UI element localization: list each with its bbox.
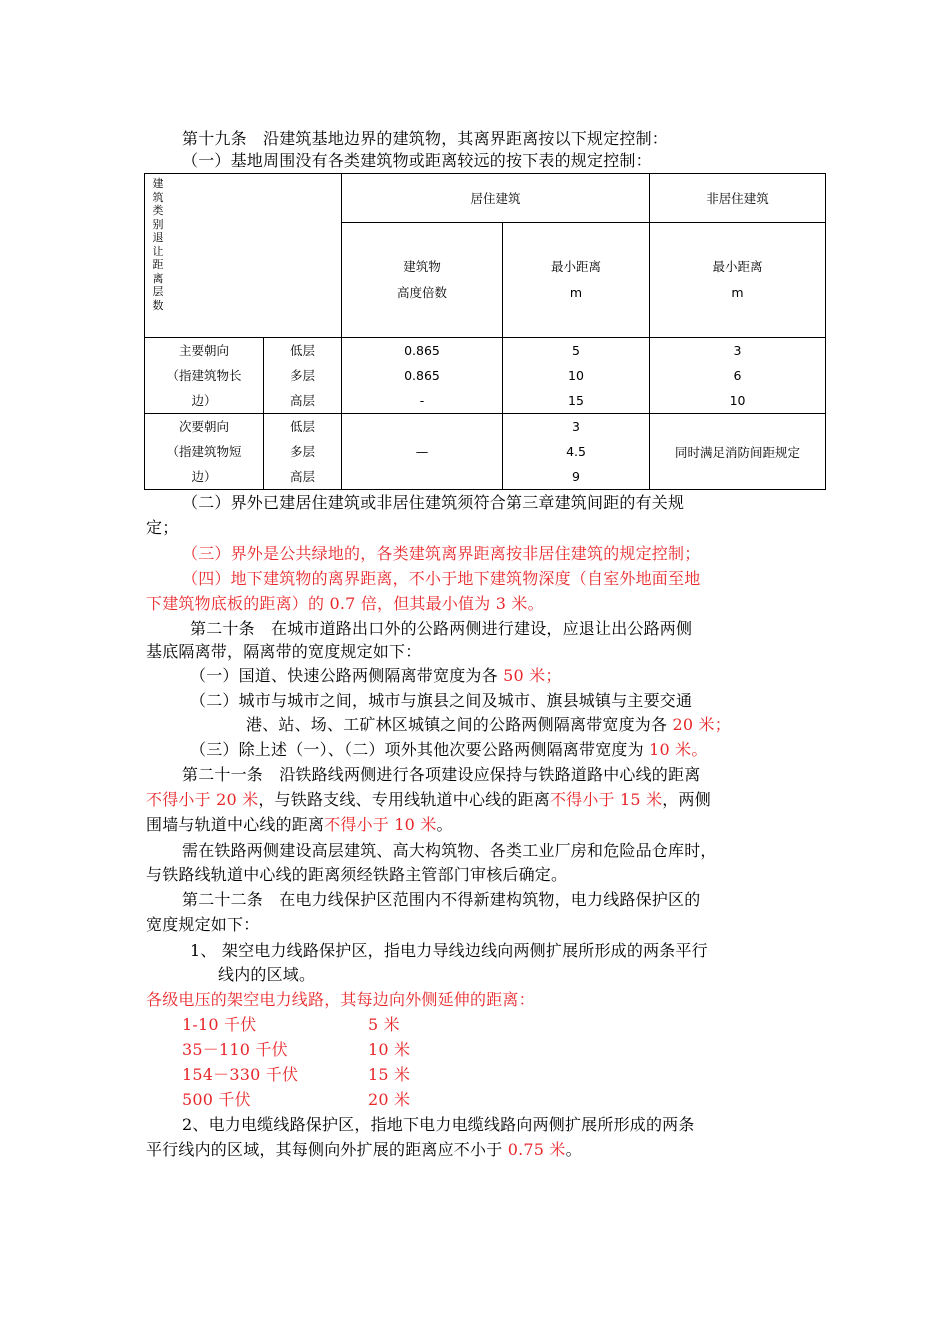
article-22-item-1-cont: 线内的区域。 — [218, 965, 316, 984]
voltage-distance: 10 米 — [368, 1040, 411, 1059]
article-20-item-1: （一）国道、快速公路两侧隔离带宽度为各 50 米； — [190, 666, 562, 685]
header-residential: 居住建筑 — [342, 174, 650, 223]
group-secondary-height-ratio: — — [342, 414, 503, 490]
article-20-title: 第二十条 在城市道路出口外的公路两侧进行建设，应退让出公路两侧 — [190, 619, 693, 638]
article-22-item-2-cont: 平行线内的区域，其每侧向外扩展的距离应不小于 0.75 米。 — [146, 1140, 582, 1159]
article-22-intro: 宽度规定如下： — [146, 915, 260, 934]
article-21-line-3: 围墙与轨道中心线的距离不得小于 10 米。 — [146, 815, 453, 834]
voltage-label: 500 千伏 — [182, 1090, 251, 1109]
voltage-table-heading: 各级电压的架空电力线路，其每边向外侧延伸的距离： — [146, 990, 535, 1009]
subheader-height-ratio: 建筑物 高度倍数 — [342, 223, 503, 338]
voltage-distance: 15 米 — [368, 1065, 411, 1084]
article-22-title: 第二十二条 在电力线保护区范围内不得新建构筑物，电力线路保护区的 — [182, 890, 701, 909]
article-20-intro: 基底隔离带，隔离带的宽度规定如下： — [146, 642, 422, 661]
voltage-label: 154－330 千伏 — [182, 1065, 299, 1084]
group-main-floors: 低层 多层 高层 — [264, 338, 342, 414]
article-21-line-2: 不得小于 20 米，与铁路支线、专用线轨道中心线的距离不得小于 15 米，两侧 — [146, 790, 711, 809]
table-corner-label: 建筑类别退让距离层数 — [152, 177, 164, 312]
article-20-item-2-cont: 港、站、场、工矿林区城镇之间的公路两侧隔离带宽度为各 20 米； — [246, 715, 731, 734]
article-20-item-3: （三）除上述（一）、（二）项外其他次要公路两侧隔离带宽度为 10 米。 — [190, 740, 708, 759]
article-19-item-4-cont: 下建筑物底板的距离）的 0.7 倍，但其最小值为 3 米。 — [146, 594, 544, 613]
group-main-min-distance: 5 10 15 — [503, 338, 650, 414]
setback-table — [144, 173, 826, 490]
group-secondary-orientation: 次要朝向 （指建筑物短 边） — [145, 414, 264, 490]
voltage-label: 35－110 千伏 — [182, 1040, 288, 1059]
subheader-nonres-min-distance: 最小距离 m — [650, 223, 826, 338]
article-19-item-1: （一）基地周围没有各类建筑物或距离较远的按下表的规定控制： — [182, 151, 652, 170]
group-main-orientation: 主要朝向 （指建筑物长 边） — [145, 338, 264, 414]
article-19-item-3: （三）界外是公共绿地的，各类建筑离界距离按非居住建筑的规定控制； — [182, 544, 701, 563]
voltage-distance: 5 米 — [368, 1015, 400, 1034]
article-21-line-5: 与铁路线轨道中心线的距离须经铁路主管部门审核后确定。 — [146, 865, 568, 884]
voltage-label: 1-10 千伏 — [182, 1015, 257, 1034]
voltage-distance: 20 米 — [368, 1090, 411, 1109]
article-20-item-2: （二）城市与城市之间，城市与旗县之间及城市、旗县城镇与主要交通 — [190, 691, 693, 710]
group-secondary-floors: 低层 多层 高层 — [264, 414, 342, 490]
article-22-item-2: 2、电力电缆线路保护区，指地下电力电缆线路向两侧扩展所形成的两条 — [182, 1115, 695, 1134]
group-main-nonres-distance: 3 6 10 — [650, 338, 826, 414]
article-19-title: 第十九条 沿建筑基地边界的建筑物，其离界距离按以下规定控制： — [182, 129, 669, 148]
article-19-item-2: （二）界外已建居住建筑或非居住建筑须符合第三章建筑间距的有关规 — [182, 493, 685, 512]
article-21-line-4: 需在铁路两侧建设高层建筑、高大构筑物、各类工业厂房和危险品仓库时， — [182, 841, 717, 860]
table-corner-cell — [145, 174, 342, 338]
article-21-title: 第二十一条 沿铁路线两侧进行各项建设应保持与铁路道路中心线的距离 — [182, 765, 701, 784]
article-19-item-4: （四）地下建筑物的离界距离，不小于地下建筑物深度（自室外地面至地 — [182, 569, 701, 588]
article-19-item-2-cont: 定； — [146, 518, 179, 537]
subheader-min-distance: 最小距离 m — [503, 223, 650, 338]
article-22-item-1: 1、 架空电力线路保护区，指电力导线边线向两侧扩展所形成的两条平行 — [190, 941, 708, 960]
group-secondary-nonres-distance: 同时满足消防间距规定 — [650, 414, 826, 490]
group-main-height-ratio: 0.865 0.865 - — [342, 338, 503, 414]
header-non-residential: 非居住建筑 — [650, 174, 826, 223]
group-secondary-min-distance: 3 4.5 9 — [503, 414, 650, 490]
